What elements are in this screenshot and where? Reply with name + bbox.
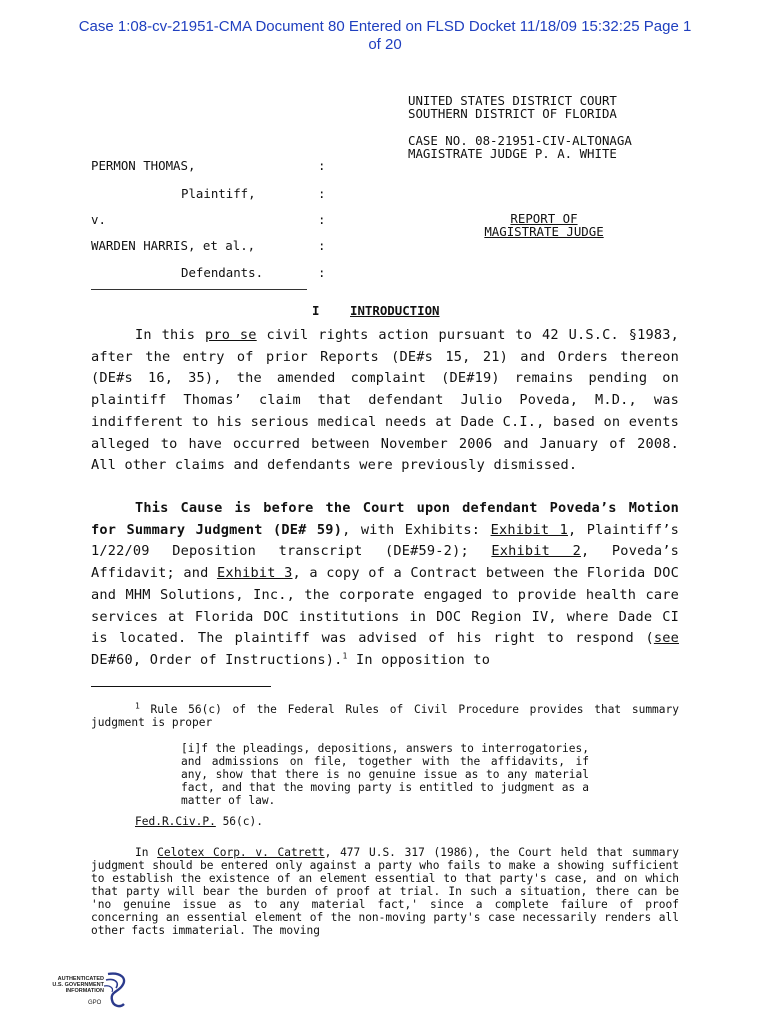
caption-colon: :	[318, 158, 326, 173]
section-title: INTRODUCTION	[350, 303, 440, 318]
caption-divider	[91, 289, 307, 290]
footnote-reference: 1	[342, 651, 348, 661]
footnote-quote: [i]f the pleadings, depositions, answers to interrogatories, and admissions on file, together with the affidavits, if any, show that there is no genuine issue as to any material fact, and that the moving party is entitled to judgment as a matter of law.	[181, 742, 589, 807]
caption-colon: :	[318, 238, 326, 253]
docket-header-line1: Case 1:08-cv-21951-CMA Document 80 Entered on FLSD Docket 11/18/09 15:32:25 Page 1	[78, 18, 692, 35]
plaintiff-role: Plaintiff,	[181, 186, 256, 201]
case-number-block	[408, 134, 632, 160]
motion-paragraph: This Cause is before the Court upon defendant Poveda’s Motion for Summary Judgment (DE# 59), with Exhibits: Exhibit 1, Plaintiff’s 1/22/09 Deposition transcript (DE#59-2); Exhibit 2, Poveda’s Affidavit; and Exhibit 3, a copy of a Contract between the Florida DOC and MHM Solutions, Inc., the corporate engaged to provide health care services at Florida DOC institutions in DOC Region IV, where Dade CI is located. The plaintiff was advised of his right to respond (see DE#60, Order of Instructions).$^1$ In opposition to	[91, 500, 680, 668]
magistrate-judge: MAGISTRATE JUDGE P. A. WHITE	[408, 146, 617, 161]
caption-colon: :	[318, 265, 326, 280]
gpo-authentication-seal	[40, 968, 140, 1016]
exhibit-2: Exhibit 2	[491, 543, 581, 560]
versus: v.	[91, 212, 106, 227]
celotex-case: Celotex Corp. v. Catrett	[157, 846, 325, 859]
docket-header-line2: of 20	[368, 36, 402, 53]
court-line1: UNITED STATES DISTRICT COURT	[408, 93, 617, 108]
footnote-citation: Fed.R.Civ.P. 56(c).	[135, 815, 263, 828]
report-title	[470, 212, 618, 238]
seal-text: AUTHENTICATED U.S. GOVERNMENT INFORMATION	[52, 976, 104, 994]
exhibit-3: Exhibit 3	[216, 565, 293, 582]
plaintiff-name: PERMON THOMAS,	[91, 158, 196, 173]
defendant-role: Defendants.	[181, 265, 264, 280]
defendant-name: WARDEN HARRIS, et al.,	[91, 238, 256, 253]
footnote-intro: $^1$ Rule 56(c) of the Federal Rules of Civil Procedure provides that summary judgment is proper	[91, 701, 679, 729]
report-title-line1: REPORT OF	[510, 211, 578, 226]
intro-paragraph: In this pro se civil rights action pursuant to 42 U.S.C. §1983, after the entry of prior Reports (DE#s 15, 21) and Orders thereon (DE#s 16, 35), the amended complaint (DE#19) remains pending on plaintiff Thomas’ claim that defendant Julio Poveda, M.D., was indifferent to his serious medical needs at Dade C.I., based on events alleged to have occurred between November 2006 and January of 2008. All other claims and defendants were previously dismissed.	[91, 327, 680, 474]
exhibit-1: Exhibit 1	[490, 521, 569, 538]
docket-header	[40, 18, 730, 54]
caption-colon: :	[318, 212, 326, 227]
case-number: CASE NO. 08-21951-CIV-ALTONAGA	[408, 133, 632, 148]
footnote-celotex: In Celotex Corp. v. Catrett, 477 U.S. 317 (1986), the Court held that summary judgment should be entered only against a party who fails to make a showing sufficient to establish the existence of an element essential to that party's case, and on which that party will bear the burden of proof at trial. In such a situation, there can be 'no genuine issue as to any material fact,' since a complete failure of proof concerning an essential element of the non-moving party's case necessarily renders all other facts immaterial. The moving	[91, 846, 679, 937]
pro-se-term: pro se	[204, 327, 257, 343]
report-title-line2: MAGISTRATE JUDGE	[484, 224, 604, 239]
footnote-divider	[91, 686, 271, 687]
seal-gpo: GPO	[88, 1000, 102, 1006]
court-line2: SOUTHERN DISTRICT OF FLORIDA	[408, 106, 617, 121]
motion-title: This Cause is before the Court upon defendant Poveda’s Motion for Summary Judgment (DE# 59)	[91, 500, 679, 538]
section-number: I	[312, 303, 320, 318]
caption-colon: :	[318, 186, 326, 201]
footnote-marker: 1	[135, 701, 140, 711]
court-name	[408, 94, 617, 120]
eagle-icon	[100, 970, 130, 1012]
